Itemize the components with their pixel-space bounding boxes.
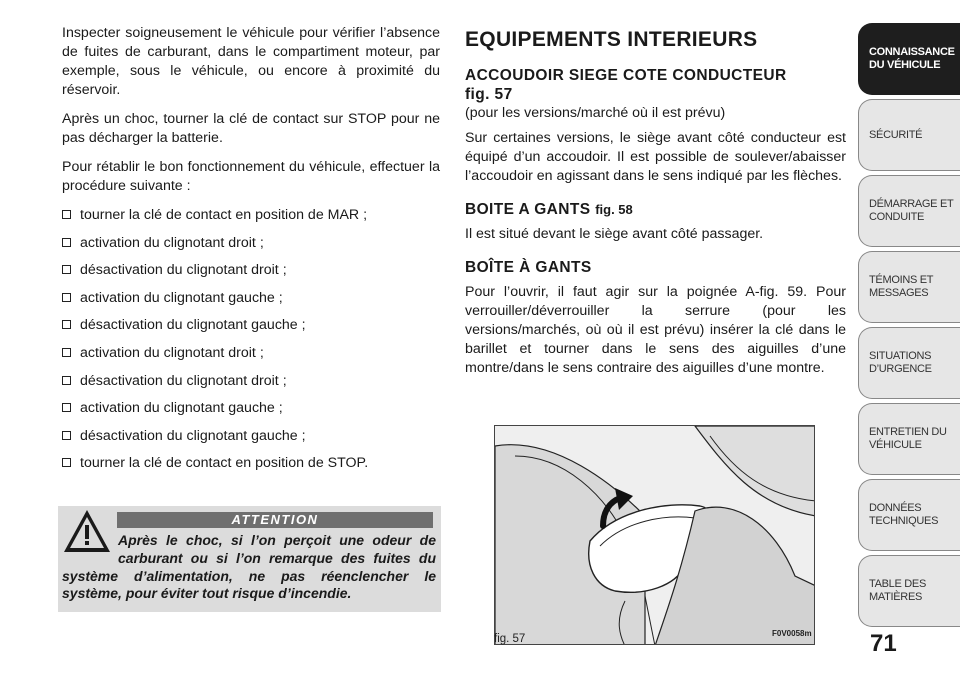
- procedure-steps: [62, 206, 440, 473]
- section-heading: EQUIPEMENTS INTERIEURS: [465, 28, 758, 51]
- tab-demarrage-conduite[interactable]: DÉMARRAGE ET CONDUITE: [858, 175, 960, 247]
- checkbox-bullet-icon: [62, 265, 71, 274]
- chapter-tabs: [858, 23, 960, 631]
- procedure-step: activation du clignotant droit ;: [62, 234, 440, 253]
- left-column: [62, 24, 440, 482]
- procedure-step: désactivation du clignotant gauche ;: [62, 316, 440, 335]
- checkbox-bullet-icon: [62, 320, 71, 329]
- glovebox-body-2: Pour l’ouvrir, il faut agir sur la poignée A-fig. 59. Pour verrouiller/déverrouiller la serrure (pour les versions/marchés, où où il est prévu) insérer la clé dans le barillet et tourner dans le sens des aiguilles d’une montre/dans le sens contraire des aiguilles d’une montre.: [465, 284, 846, 376]
- procedure-step: activation du clignotant droit ;: [62, 344, 440, 363]
- checkbox-bullet-icon: [62, 210, 71, 219]
- armrest-section: [465, 66, 846, 186]
- tab-table-matieres[interactable]: TABLE DES MATIÈRES: [858, 555, 960, 627]
- glovebox-section-1: [465, 200, 846, 244]
- figure-caption: fig. 57: [494, 633, 526, 645]
- warning-box: [58, 506, 441, 612]
- checkbox-bullet-icon: [62, 458, 71, 467]
- glovebox-title-2: BOÎTE À GANTS: [465, 259, 592, 276]
- procedure-step: désactivation du clignotant droit ;: [62, 261, 440, 280]
- checkbox-bullet-icon: [62, 431, 71, 440]
- procedure-step: désactivation du clignotant droit ;: [62, 372, 440, 391]
- checkbox-bullet-icon: [62, 348, 71, 357]
- procedure-step: activation du clignotant gauche ;: [62, 399, 440, 418]
- battery-paragraph: Après un choc, tourner la clé de contact sur STOP pour ne pas décharger la batterie.: [62, 111, 440, 146]
- checkbox-bullet-icon: [62, 376, 71, 385]
- tab-entretien-vehicule[interactable]: ENTRETIEN DU VÉHICULE: [858, 403, 960, 475]
- figure-code: F0V0058m: [772, 629, 812, 638]
- glovebox-section-2: [465, 258, 846, 378]
- warning-text: Après le choc, si l’on perçoit une odeur de carburant ou si l’on remarque des fuites du système d’alimentation, ne pas réenclencher le système, pour éviter tout risque d’incendie.: [62, 532, 436, 602]
- procedure-step: désactivation du clignotant gauche ;: [62, 427, 440, 446]
- warning-title: ATTENTION: [117, 512, 433, 528]
- fuel-leak-paragraph: Inspecter soigneusement le véhicule pour vérifier l’absence de fuites de carburant, dans le compartiment moteur, par exemple, sous le véhicule, ou encore à proximité du réservoir.: [62, 25, 440, 98]
- armrest-figure: [494, 425, 815, 645]
- procedure-step: tourner la clé de contact en position de STOP.: [62, 454, 440, 473]
- armrest-body: Sur certaines versions, le siège avant côté conducteur est équipé d’un accoudoir. Il est possible de soulever/abaisser l’accoudoir en agissant dans le sens indiqué par les flèches.: [465, 130, 846, 184]
- tab-temoins-messages[interactable]: TÉMOINS ET MESSAGES: [858, 251, 960, 323]
- glovebox-title-1: BOITE A GANTS fig. 58: [465, 201, 633, 218]
- checkbox-bullet-icon: [62, 238, 71, 247]
- checkbox-bullet-icon: [62, 403, 71, 412]
- armrest-illustration: [495, 426, 815, 645]
- procedure-step: activation du clignotant gauche ;: [62, 289, 440, 308]
- armrest-note: (pour les versions/marché où il est prévu): [465, 105, 726, 121]
- armrest-title: ACCOUDOIR SIEGE COTE CONDUCTEUR fig. 57: [465, 67, 787, 103]
- tab-situations-urgence[interactable]: SITUATIONS D’URGENCE: [858, 327, 960, 399]
- glovebox-body-1: Il est situé devant le siège avant côté passager.: [465, 226, 764, 242]
- tab-securite[interactable]: SÉCURITÉ: [858, 99, 960, 171]
- tab-donnees-techniques[interactable]: DONNÉES TECHNIQUES: [858, 479, 960, 551]
- checkbox-bullet-icon: [62, 293, 71, 302]
- tab-connaissance-vehicule[interactable]: CONNAISSANCE DU VÉHICULE: [858, 23, 960, 95]
- right-column: [465, 28, 846, 392]
- procedure-step: tourner la clé de contact en position de MAR ;: [62, 206, 440, 225]
- page-number: 71: [870, 630, 897, 657]
- procedure-intro: Pour rétablir le bon fonctionnement du véhicule, effectuer la procédure suivante :: [62, 159, 440, 194]
